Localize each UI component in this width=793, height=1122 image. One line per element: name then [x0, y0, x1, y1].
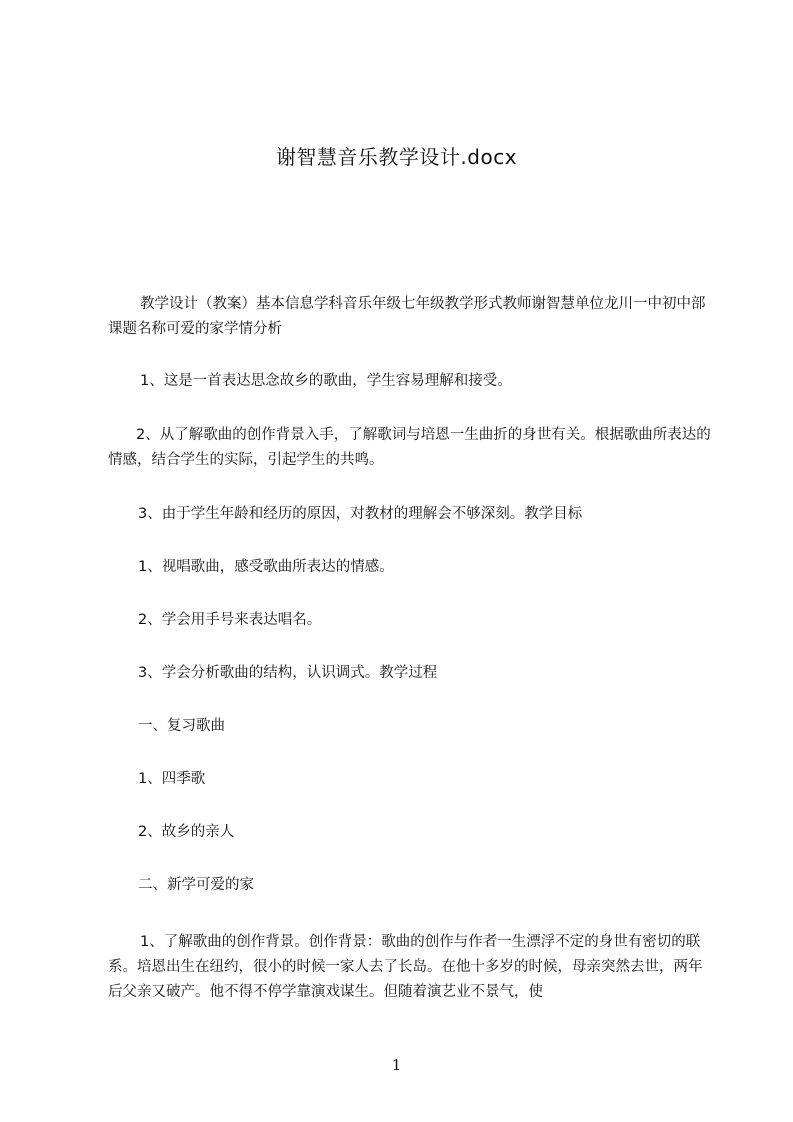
paragraph-analysis-2: 2、从了解歌曲的创作背景入手，了解歌词与培恩一生曲折的身世有关。根据歌曲所表达的情感，结合学生的实际，引起学生的共鸣。 — [108, 427, 711, 468]
document-title: 谢智慧音乐教学设计.docx — [275, 145, 518, 169]
paragraph-goal-1: 1、视唱歌曲，感受歌曲所表达的情感。 — [138, 559, 394, 575]
paragraph-background: 1、了解歌曲的创作背景。创作背景：歌曲的创作与作者一生漂浮不定的身世有密切的联系。培恩出生在纽约，很小的时候一家人去了长岛。在他十多岁的时候，母亲突然去世，两年后父亲又破产。他不得不停学靠演戏谋生。但随着演艺业不景气，使 — [108, 934, 703, 1000]
paragraph-analysis-1: 1、这是一首表达思念故乡的歌曲，学生容易理解和接受。 — [140, 373, 512, 389]
paragraph-review-2: 2、故乡的亲人 — [138, 824, 235, 840]
paragraph-review-1: 1、四季歌 — [138, 771, 206, 787]
heading-review-songs: 一、复习歌曲 — [138, 718, 225, 734]
heading-new-song: 二、新学可爱的家 — [138, 877, 254, 893]
page-number: 1 — [391, 1056, 402, 1074]
paragraph-goal-3: 3、学会分析歌曲的结构，认识调式。教学过程 — [138, 665, 438, 681]
paragraph-basic-info: 教学设计（教案）基本信息学科音乐年级七年级教学形式教师谢智慧单位龙川一中初中部课题名称可爱的家学情分析 — [108, 296, 706, 337]
paragraph-analysis-3: 3、由于学生年龄和经历的原因，对教材的理解会不够深刻。教学目标 — [138, 506, 583, 522]
paragraph-goal-2: 2、学会用手号来表达唱名。 — [138, 612, 322, 628]
